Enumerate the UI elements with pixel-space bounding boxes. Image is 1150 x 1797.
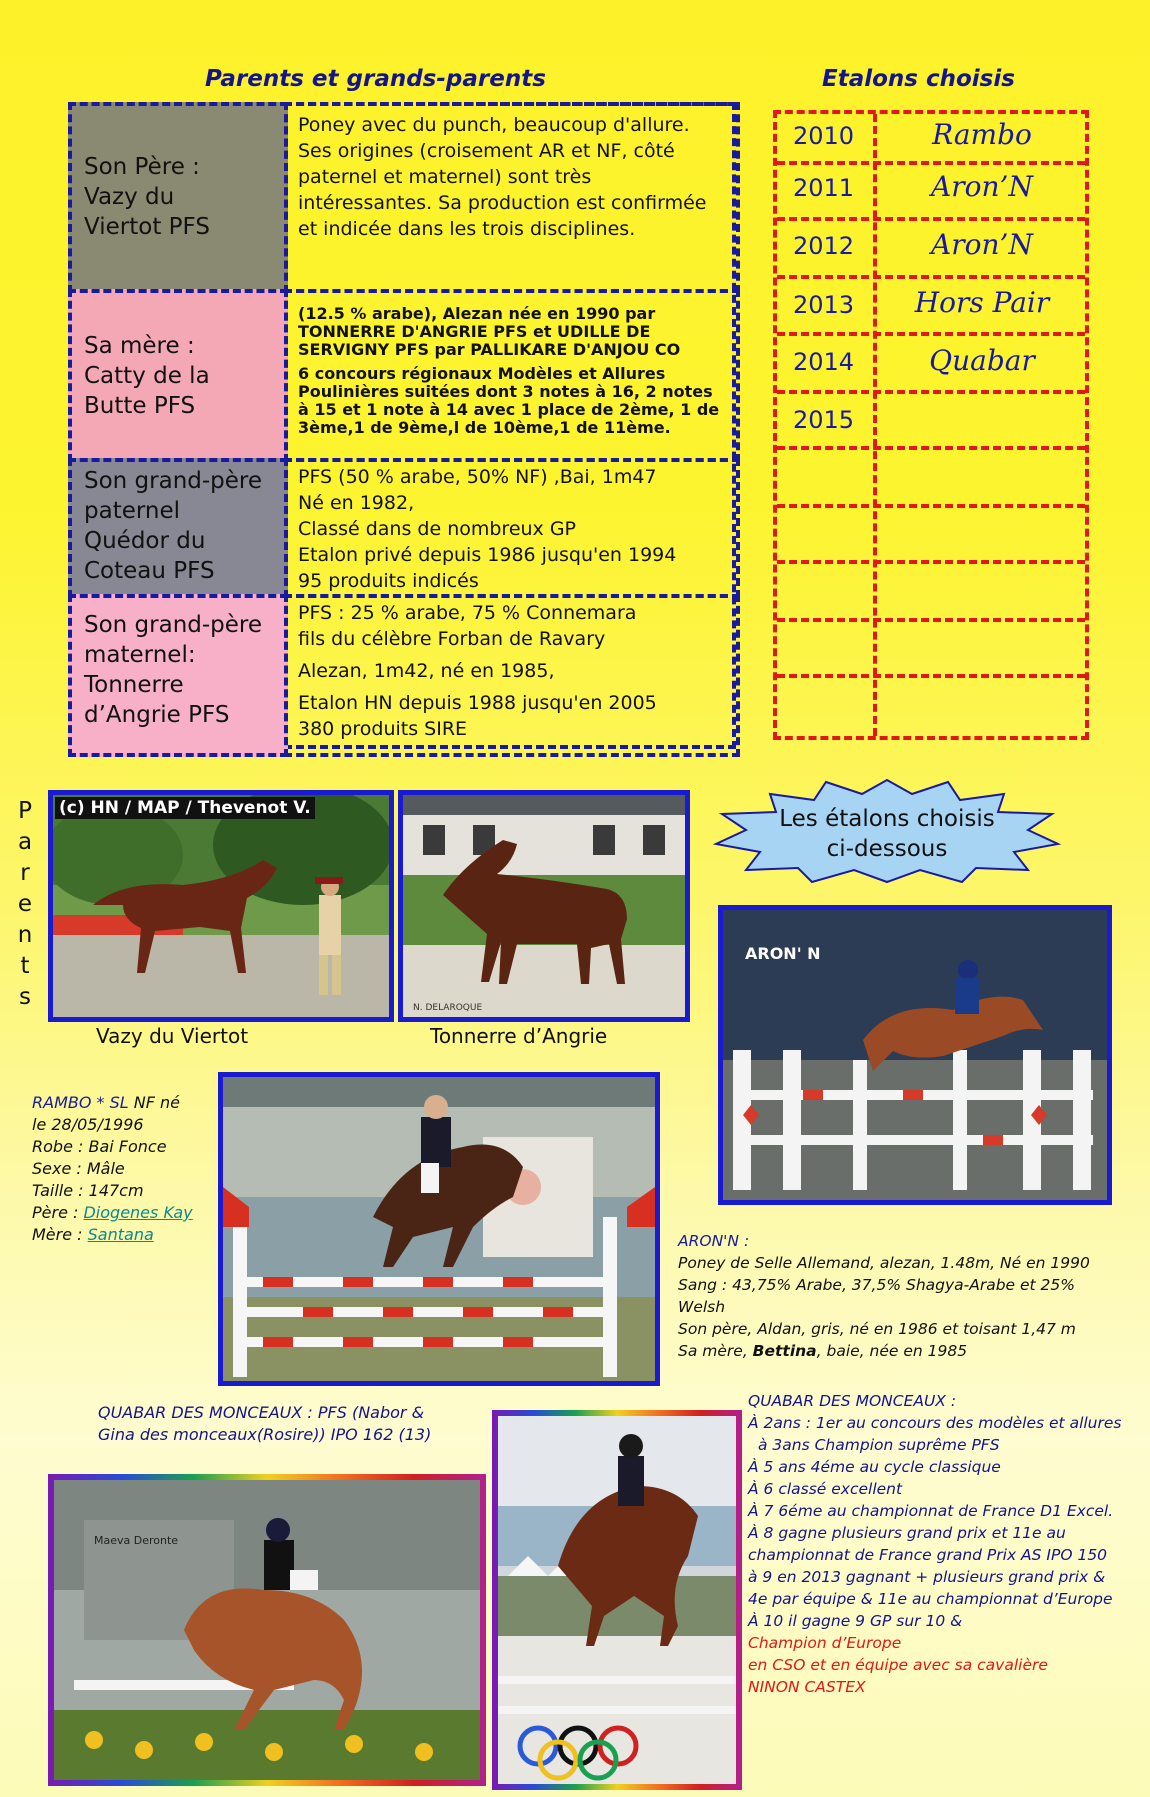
burst-callout xyxy=(712,778,1062,884)
gp-paternal-desc-cell xyxy=(284,458,740,598)
quabar-right-line-12: en CSO et en équipe avec sa cavalière xyxy=(748,1656,1048,1674)
aron-photo xyxy=(718,905,1112,1205)
etalon-name-2011: Aron’N xyxy=(931,170,1033,203)
quabar-right-line-10: À 10 il gagne 9 GP sur 10 & xyxy=(748,1612,963,1630)
etalon-year-2011: 2011 xyxy=(793,174,855,202)
gp-paternal-desc-3: Classé dans de nombreux GP xyxy=(298,518,577,540)
quabar-left-line-1: QUABAR DES MONCEAUX : PFS (Nabor & xyxy=(98,1403,425,1422)
rambo-born: NF né xyxy=(133,1093,181,1112)
etalon-name-2010: Rambo xyxy=(932,118,1032,151)
rambo-robe: Robe : Bai Fonce xyxy=(32,1137,167,1156)
mother-label-3: Butte PFS xyxy=(84,393,196,419)
father-label-3: Viertot PFS xyxy=(84,214,210,240)
pedigree-heading: Parents et grands-parents xyxy=(205,66,546,92)
aron-label: ARON' N xyxy=(745,944,821,963)
quabar-right-line-9: 4e par équipe & 11e au championnat d’Europe xyxy=(748,1590,1113,1608)
etalon-year-2014: 2014 xyxy=(793,348,855,376)
bettina-name: Bettina xyxy=(752,1342,817,1360)
santana-link[interactable]: Santana xyxy=(87,1225,154,1244)
father-label-1: Son Père : xyxy=(84,154,200,180)
rambo-info: RAMBO * SL NF né le 28/05/1996 Robe : Bai Fonce Sexe : Mâle Taille : 147cm Père : Diogenes Kay Mère : Santana xyxy=(32,1092,222,1246)
copyright-label: (c) HN / MAP / Thevenot V. xyxy=(55,797,315,819)
gp-maternal-label-cell xyxy=(68,594,288,757)
photo-credit: N. DELAROQUE xyxy=(413,1003,483,1013)
aron-line-3: Welsh xyxy=(678,1298,726,1316)
rambo-photo xyxy=(218,1072,660,1386)
gp-maternal-desc-5: 380 produits SIRE xyxy=(298,718,468,740)
etalon-year-2012: 2012 xyxy=(793,232,855,260)
quabar-left-info xyxy=(98,1402,518,1446)
etalon-name-2013: Hors Pair xyxy=(914,286,1050,319)
rambo-date: le 28/05/1996 xyxy=(32,1115,144,1134)
etalon-year-2010: 2010 xyxy=(793,122,855,150)
parents-vertical-label: P a r e n t s xyxy=(17,798,33,1010)
tonnerre-caption: Tonnerre d’Angrie xyxy=(430,1024,608,1048)
gp-maternal-desc-cell xyxy=(284,594,740,757)
mother-desc-1: (12.5 % arabe), Alezan née en 1990 par TONNERRE D'ANGRIE PFS et UDILLE DE SERVIGNY PFS par PALLIKARE D'ANJOU CO xyxy=(298,304,681,359)
father-desc: Poney avec du punch, beaucoup d'allure. Ses origines (croisement AR et NF, côté paternel et maternel) sont très intéressantes. Sa production est confirmée et indicée dans les trois disciplines. xyxy=(298,114,707,240)
gp-paternal-label-2: paternel xyxy=(84,498,181,524)
gp-maternal-desc-3: Alezan, 1m42, né en 1985, xyxy=(298,660,555,682)
rambo-name: RAMBO * SL xyxy=(32,1093,129,1112)
quabar-right-title: QUABAR DES MONCEAUX : xyxy=(748,1392,957,1410)
gp-paternal-label-cell xyxy=(68,458,288,598)
quabar-right-line-4: À 6 classé excellent xyxy=(748,1480,903,1498)
quabar-left-line-2: Gina des monceaux(Rosire)) IPO 162 (13) xyxy=(98,1425,432,1444)
gp-paternal-label-3: Quédor du xyxy=(84,528,206,554)
mother-desc-2: 6 concours régionaux Modèles et Allures Poulinières suitées dont 3 notes à 16, 2 notes à 15 et 1 note à 14 avec 1 place de 2ème, 1 de 3ème,1 de 9ème,l de 10ème,1 de 11ème. xyxy=(298,364,720,437)
quabar-right-line-8: à 9 en 2013 gagnant + plusieurs grand prix & xyxy=(748,1568,1106,1586)
quabar-photo-2 xyxy=(492,1410,742,1790)
gp-paternal-desc-2: Né en 1982, xyxy=(298,492,415,514)
diogenes-kay-link[interactable]: Diogenes Kay xyxy=(83,1203,193,1222)
etalon-name-2014: Quabar xyxy=(929,344,1035,377)
father-label-cell xyxy=(68,102,288,293)
aron-line-4: Son père, Aldan, gris, né en 1986 et toisant 1,47 m xyxy=(678,1320,1076,1338)
quabar-right-line-3: À 5 ans 4éme au cycle classique xyxy=(748,1458,1001,1476)
aron-line-2: Sang : 43,75% Arabe, 37,5% Shagya-Arabe et 25% xyxy=(678,1276,1076,1294)
gp-maternal-label-3: Tonnerre xyxy=(84,672,184,698)
burst-line-1: Les étalons choisis xyxy=(779,806,995,832)
etalon-year-2013: 2013 xyxy=(793,291,855,319)
vazy-caption: Vazy du Viertot xyxy=(96,1024,249,1048)
gp-paternal-label-1: Son grand-père xyxy=(84,468,263,494)
gp-paternal-desc-1: PFS (50 % arabe, 50% NF) ,Bai, 1m47 xyxy=(298,466,657,488)
father-desc-cell xyxy=(284,102,740,293)
quabar-photo-1 xyxy=(48,1474,486,1786)
quabar-right-line-7: championnat de France grand Prix AS IPO 150 xyxy=(748,1546,1108,1564)
quabar-right-line-5: À 7 6éme au championnat de France D1 Excel. xyxy=(748,1502,1114,1520)
vazy-photo xyxy=(48,790,394,1022)
quabar-right-line-6: À 8 gagne plusieurs grand prix et 11e au xyxy=(748,1524,1066,1542)
pedigree-table xyxy=(68,102,736,749)
etalon-year-2015: 2015 xyxy=(793,406,855,434)
etalons-heading: Etalons choisis xyxy=(822,66,1015,92)
rambo-sexe: Sexe : Mâle xyxy=(32,1159,125,1178)
etalon-name-2012: Aron’N xyxy=(931,228,1033,261)
rambo-taille: Taille : 147cm xyxy=(32,1181,144,1200)
quabar-right-line-1: À 2ans : 1er au concours des modèles et allures xyxy=(748,1414,1122,1432)
gp-paternal-desc-5: 95 produits indicés xyxy=(298,570,479,592)
aron-info: ARON'N : Poney de Selle Allemand, alezan, 1.48m, Né en 1990 Sang : 43,75% Arabe, 37,5% Shagya-Arabe et 25% Welsh Son père, Aldan, gris, né en 1986 et toisant 1,47 m Sa mère, Bettina, baie, née en 1985 xyxy=(678,1230,1138,1362)
gp-maternal-desc-4: Etalon HN depuis 1988 jusqu'en 2005 xyxy=(298,692,657,714)
gp-maternal-desc-1: PFS : 25 % arabe, 75 % Connemara xyxy=(298,602,637,624)
gp-maternal-label-2: maternel: xyxy=(84,642,196,668)
father-label-2: Vazy du xyxy=(84,184,175,210)
mother-label-cell xyxy=(68,289,288,462)
quabar-right-line-11: Champion d’Europe xyxy=(748,1634,902,1652)
gp-paternal-desc-4: Etalon privé depuis 1986 jusqu'en 1994 xyxy=(298,544,677,566)
quabar-right-line-2: à 3ans Champion suprême PFS xyxy=(758,1436,1000,1454)
quabar-right-info xyxy=(748,1390,1148,1698)
mother-label-1: Sa mère : xyxy=(84,333,195,359)
mother-label-2: Catty de la xyxy=(84,363,210,389)
aron-line-1: Poney de Selle Allemand, alezan, 1.48m, Né en 1990 xyxy=(678,1254,1090,1272)
gp-maternal-desc-2: fils du célèbre Forban de Ravary xyxy=(298,628,606,650)
tonnerre-photo xyxy=(398,790,690,1022)
gp-maternal-label-4: d’Angrie PFS xyxy=(84,702,230,728)
quabar-right-line-13: NINON CASTEX xyxy=(748,1678,866,1696)
maeva-credit: Maeva Deronte xyxy=(94,1534,179,1547)
burst-line-2: ci-dessous xyxy=(826,836,948,862)
gp-paternal-label-4: Coteau PFS xyxy=(84,558,215,584)
gp-maternal-label-1: Son grand-père xyxy=(84,612,263,638)
etalons-table xyxy=(773,110,1089,740)
aron-title: ARON'N : xyxy=(678,1232,750,1250)
mother-desc-cell xyxy=(284,289,740,462)
